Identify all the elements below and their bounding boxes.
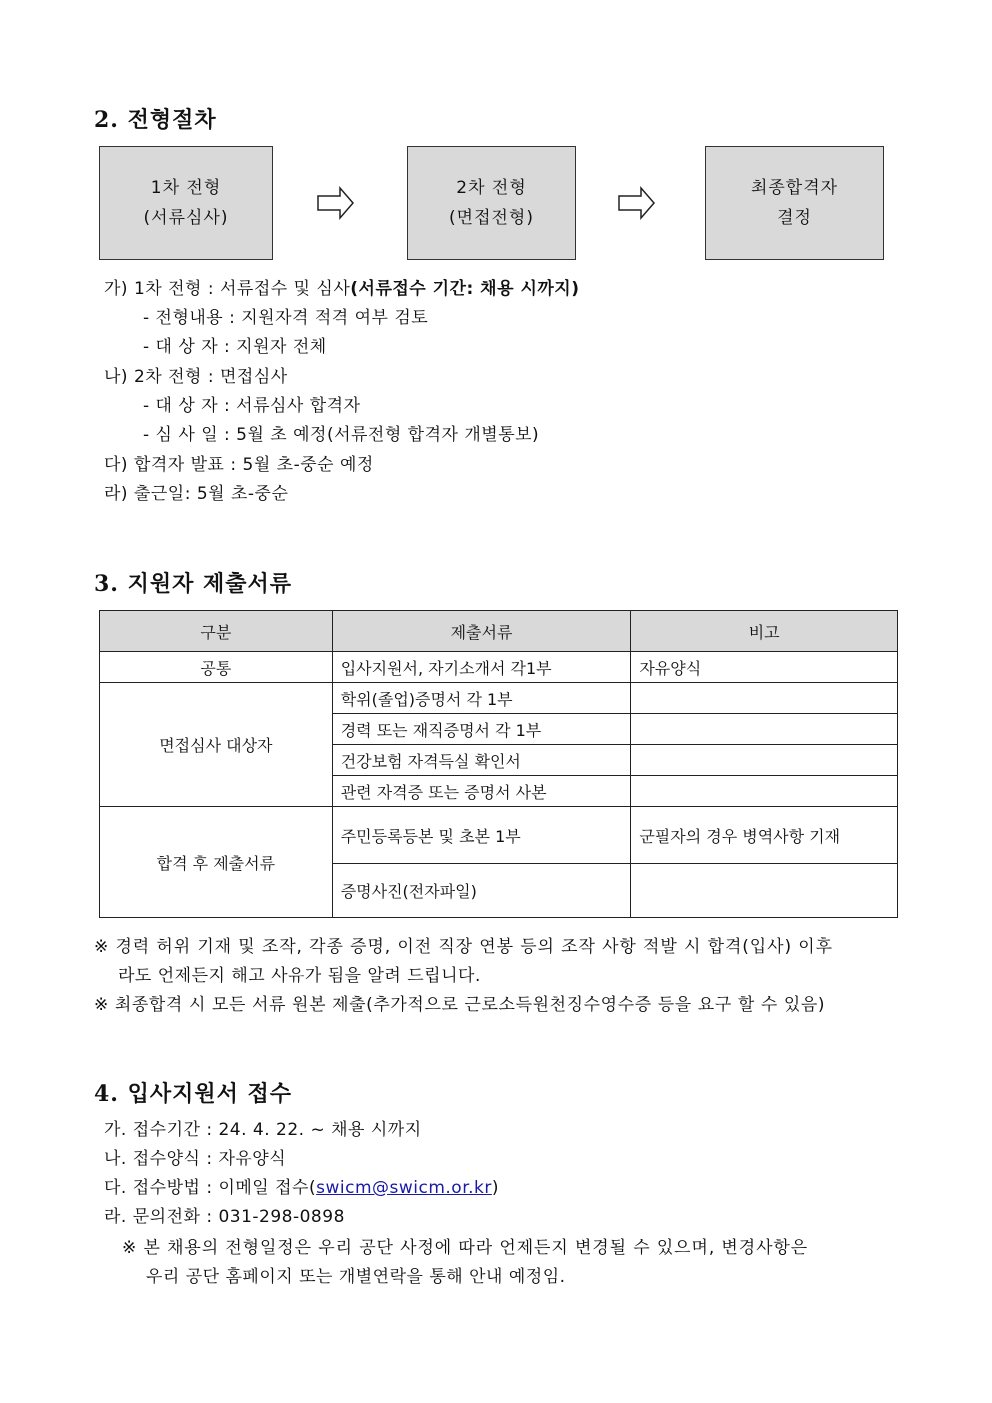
row-category-interview: 면접심사 대상자	[100, 683, 333, 807]
process-box-2-line2: (면접전형)	[449, 208, 534, 228]
documents-table	[99, 610, 898, 918]
process-box-1-line2: (서류심사)	[143, 208, 229, 228]
step-ga-detail-1: - 전형내용 : 지원자격 적격 여부 검토	[143, 308, 429, 328]
section2-title: 2. 전형절차	[94, 107, 217, 133]
table-row	[100, 807, 898, 864]
process-box-3-line2: 결정	[777, 208, 812, 228]
section4-title: 4. 입사지원서 접수	[94, 1081, 293, 1107]
note-line-2: 라도 언제든지 해고 사유가 됨을 알려 드립니다.	[118, 966, 481, 986]
process-box-2	[407, 146, 576, 260]
email-link[interactable]: swicm@swicm.or.kr	[316, 1178, 492, 1198]
note-line-1: ※ 경력 허위 기재 및 조작, 각종 증명, 이전 직장 연봉 등의 조작 사항 적발 시 합격(입사) 이후	[94, 937, 833, 957]
row-category-after-pass: 합격 후 제출서류	[100, 807, 333, 918]
step-ga-detail-2: - 대 상 자 : 지원자 전체	[143, 337, 327, 357]
row-note-empty	[631, 745, 898, 776]
step-ga-text: 가) 1차 전형 : 서류접수 및 심사	[104, 279, 351, 299]
row-doc-interview-3: 건강보험 자격득실 확인서	[332, 745, 631, 776]
process-box-3-line1: 최종합격자	[750, 178, 839, 198]
right-arrow-icon	[617, 186, 657, 220]
row-doc-interview-1: 학위(졸업)증명서 각 1부	[332, 683, 631, 714]
step-na-detail-1: - 대 상 자 : 서류심사 합격자	[143, 396, 361, 416]
step-ga-period: (서류접수 기간: 채용 시까지)	[350, 279, 580, 299]
schedule-note-1: ※ 본 채용의 전형일정은 우리 공단 사정에 따라 언제든지 변경될 수 있으며, 변경사항은	[122, 1238, 809, 1258]
table-row	[100, 652, 898, 683]
process-box-1	[99, 146, 273, 260]
row-doc-interview-2: 경력 또는 재직증명서 각 1부	[332, 714, 631, 745]
table-header-row	[100, 611, 898, 652]
row-note-empty	[631, 864, 898, 918]
schedule-note-2: 우리 공단 홈페이지 또는 개별연락을 통해 안내 예정임.	[146, 1267, 566, 1287]
row-doc-pass-1: 주민등록등본 및 초본 1부	[332, 807, 631, 864]
row-note-empty	[631, 776, 898, 807]
apply-method-close: )	[491, 1178, 500, 1198]
process-box-1-line1: 1차 전형	[150, 178, 222, 198]
process-box-2-line1: 2차 전형	[456, 178, 527, 198]
apply-period: 가. 접수기간 : 24. 4. 22. ~ 채용 시까지	[104, 1120, 422, 1140]
row-doc-common: 입사지원서, 자기소개서 각1부	[332, 652, 631, 683]
apply-method	[104, 1173, 499, 1198]
header-documents: 제출서류	[332, 611, 631, 652]
apply-method-text: 다. 접수방법 : 이메일 접수(	[104, 1178, 317, 1198]
row-note-empty	[631, 683, 898, 714]
section3-title: 3. 지원자 제출서류	[94, 571, 293, 597]
row-category-common: 공통	[100, 652, 333, 683]
header-category: 구분	[100, 611, 333, 652]
step-na-detail-2: - 심 사 일 : 5월 초 예정(서류전형 합격자 개별통보)	[143, 425, 540, 445]
row-note-common: 자유양식	[631, 652, 898, 683]
step-ra: 라) 출근일: 5월 초-중순	[104, 484, 289, 504]
step-da: 다) 합격자 발표 : 5월 초-중순 예정	[104, 455, 374, 475]
table-row	[100, 683, 898, 714]
note-line-3: ※ 최종합격 시 모든 서류 원본 제출(추가적으로 근로소득원천징수영수증 등을 요구 할 수 있음)	[94, 995, 826, 1015]
step-ga	[104, 274, 580, 299]
step-na: 나) 2차 전형 : 면접심사	[104, 367, 288, 387]
row-doc-pass-2: 증명사진(전자파일)	[332, 864, 631, 918]
header-note: 비고	[631, 611, 898, 652]
right-arrow-icon	[316, 186, 356, 220]
row-note-empty	[631, 714, 898, 745]
row-doc-interview-4: 관련 자격증 또는 증명서 사본	[332, 776, 631, 807]
process-box-3	[705, 146, 884, 260]
contact-phone: 라. 문의전화 : 031-298-0898	[104, 1207, 345, 1227]
row-note-pass-1: 군필자의 경우 병역사항 기재	[631, 807, 898, 864]
apply-form: 나. 접수양식 : 자유양식	[104, 1149, 287, 1169]
